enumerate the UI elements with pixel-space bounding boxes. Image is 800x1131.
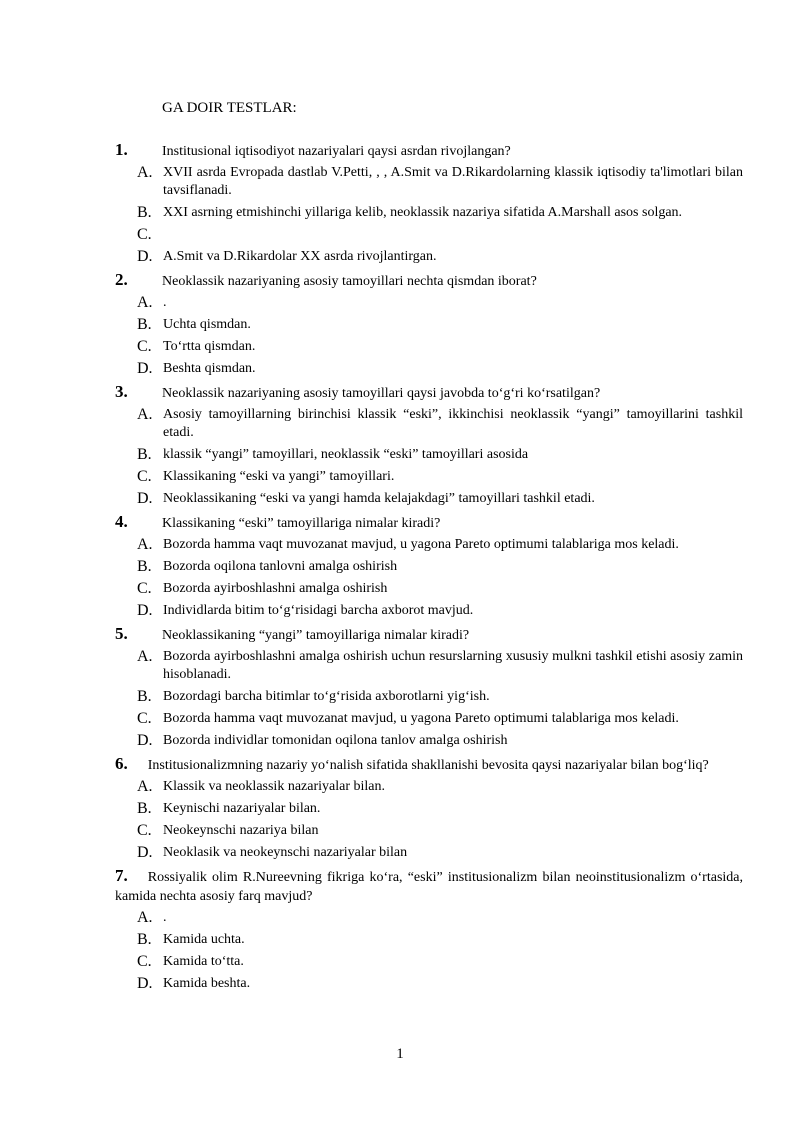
option-letter: C. bbox=[137, 468, 152, 485]
option-letter: B. bbox=[137, 558, 152, 575]
question-line bbox=[115, 382, 743, 403]
answer-option bbox=[115, 975, 743, 993]
option-letter: D. bbox=[137, 602, 153, 619]
question-line bbox=[115, 866, 743, 906]
option-text: Neokeynschi nazariya bilan bbox=[163, 823, 319, 838]
option-text: Individlarda bitim to‘g‘risidagi barcha axborot mavjud. bbox=[163, 603, 474, 618]
option-text: XVII asrda Evropada dastlab V.Petti, , , A.Smit va D.Rikardolarning klassik iqtisodiy ta'limotlari bilan tavsiflanadi. bbox=[163, 165, 743, 198]
option-letter: C. bbox=[137, 338, 152, 355]
question-text: Institusional iqtisodiyot nazariyalari qaysi asrdan rivojlangan? bbox=[162, 144, 511, 159]
question-text: Neoklassik nazariyaning asosiy tamoyillari qaysi javobda to‘g‘ri ko‘rsatilgan? bbox=[162, 386, 601, 401]
question-number: 7. bbox=[115, 866, 128, 885]
question-text: Neoklassikaning “yangi” tamoyillariga nimalar kiradi? bbox=[162, 628, 470, 643]
question-line bbox=[115, 512, 743, 533]
answer-option bbox=[115, 468, 743, 486]
answer-option bbox=[115, 710, 743, 728]
question-line bbox=[115, 140, 743, 161]
question-number: 6. bbox=[115, 754, 128, 773]
question-text: Rossiyalik olim R.Nureevning fikriga ko‘ra, “eski” institusionalizm bilan neoinstitusionalizm o‘rtasida, kamida nechta asosiy farq mavjud? bbox=[115, 870, 743, 904]
answer-option bbox=[115, 732, 743, 750]
option-letter: B. bbox=[137, 800, 152, 817]
option-text: . bbox=[163, 295, 167, 310]
answer-option bbox=[115, 800, 743, 818]
question-number: 3. bbox=[115, 382, 128, 401]
option-letter: A. bbox=[137, 648, 153, 665]
question-line bbox=[115, 754, 743, 775]
answer-option bbox=[115, 602, 743, 620]
option-text: Bozorda individlar tomonidan oqilona tanlov amalga oshirish bbox=[163, 733, 508, 748]
option-text: klassik “yangi” tamoyillari, neoklassik “eski” tamoyillari asosida bbox=[163, 447, 529, 462]
question-5 bbox=[115, 624, 743, 750]
question-3 bbox=[115, 382, 743, 508]
question-number: 5. bbox=[115, 624, 128, 643]
option-text: Beshta qismdan. bbox=[163, 361, 256, 376]
option-text: Bozorda ayirboshlashni amalga oshirish bbox=[163, 581, 388, 596]
question-4 bbox=[115, 512, 743, 620]
option-text: A.Smit va D.Rikardolar XX asrda rivojlantirgan. bbox=[163, 249, 437, 264]
option-text: XXI asrning etmishinchi yillariga kelib, neoklassik nazariya sifatida A.Marshall asos solgan. bbox=[163, 205, 683, 220]
option-text: . bbox=[163, 910, 167, 925]
option-text: Bozorda ayirboshlashni amalga oshirish uchun resurslarning xususiy mulkni tashkil etishi asosiy zamin hisoblanadi. bbox=[163, 649, 743, 682]
answer-option bbox=[115, 648, 743, 684]
answer-option bbox=[115, 490, 743, 508]
answer-option bbox=[115, 248, 743, 266]
option-letter: C. bbox=[137, 580, 152, 597]
option-letter: C. bbox=[137, 822, 152, 839]
option-letter: A. bbox=[137, 406, 153, 423]
option-text: Bozorda oqilona tanlovni amalga oshirish bbox=[163, 559, 398, 574]
answer-option bbox=[115, 931, 743, 949]
answer-option bbox=[115, 844, 743, 862]
option-letter: D. bbox=[137, 975, 153, 992]
option-letter: B. bbox=[137, 446, 152, 463]
answer-option bbox=[115, 558, 743, 576]
option-text: Kamida uchta. bbox=[163, 932, 245, 947]
option-letter: A. bbox=[137, 294, 153, 311]
question-number: 2. bbox=[115, 270, 128, 289]
option-text: Asosiy tamoyillarning birinchisi klassik “eski”, ikkinchisi neoklassik “yangi” tamoyillarini tashkil etadi. bbox=[163, 407, 743, 440]
question-line bbox=[115, 624, 743, 645]
option-letter: A. bbox=[137, 536, 153, 553]
option-letter: C. bbox=[137, 710, 152, 727]
answer-option bbox=[115, 360, 743, 378]
option-letter: A. bbox=[137, 909, 153, 926]
answer-option bbox=[115, 580, 743, 598]
option-letter: D. bbox=[137, 490, 153, 507]
option-letter: B. bbox=[137, 688, 152, 705]
option-letter: D. bbox=[137, 844, 153, 861]
answer-option bbox=[115, 536, 743, 554]
answer-option bbox=[115, 316, 743, 334]
question-line bbox=[115, 270, 743, 291]
answer-option bbox=[115, 953, 743, 971]
answer-option bbox=[115, 822, 743, 840]
option-letter: B. bbox=[137, 316, 152, 333]
answer-option bbox=[115, 338, 743, 356]
answer-option bbox=[115, 204, 743, 222]
option-letter: D. bbox=[137, 732, 153, 749]
option-text: To‘rtta qismdan. bbox=[163, 339, 256, 354]
option-text: Klassik va neoklassik nazariyalar bilan. bbox=[163, 779, 385, 794]
question-6 bbox=[115, 754, 743, 862]
answer-option bbox=[115, 778, 743, 796]
question-list bbox=[115, 140, 743, 997]
page-number: 1 bbox=[396, 1046, 404, 1062]
option-text: Neoklasik va neokeynschi nazariyalar bilan bbox=[163, 845, 408, 860]
answer-option bbox=[115, 226, 743, 244]
answer-option bbox=[115, 164, 743, 200]
option-text: Kamida to‘tta. bbox=[163, 954, 244, 969]
option-letter: A. bbox=[137, 778, 153, 795]
question-2 bbox=[115, 270, 743, 378]
question-1 bbox=[115, 140, 743, 266]
option-text bbox=[163, 226, 743, 244]
answer-option bbox=[115, 294, 743, 312]
answer-option bbox=[115, 909, 743, 927]
answer-option bbox=[115, 688, 743, 706]
option-text: Bozorda hamma vaqt muvozanat mavjud, u yagona Pareto optimumi talablariga mos keladi. bbox=[163, 711, 679, 726]
question-number: 1. bbox=[115, 140, 128, 159]
answer-option bbox=[115, 406, 743, 442]
question-text: Institusionalizmning nazariy yo‘nalish sifatida shakllanishi bevosita qaysi nazariyalar bilan bog‘liq? bbox=[147, 758, 709, 773]
question-number: 4. bbox=[115, 512, 128, 531]
option-text: Bozorda hamma vaqt muvozanat mavjud, u yagona Pareto optimumi talablariga mos keladi. bbox=[163, 537, 679, 552]
question-text: Neoklassik nazariyaning asosiy tamoyillari nechta qismdan iborat? bbox=[162, 274, 537, 289]
option-text: Neoklassikaning “eski va yangi hamda kelajakdagi” tamoyillari tashkil etadi. bbox=[163, 491, 595, 506]
option-text: Bozordagi barcha bitimlar to‘g‘risida axborotlarni yig‘ish. bbox=[163, 689, 490, 704]
document-heading: GA DOIR TESTLAR: bbox=[162, 100, 297, 116]
answer-option bbox=[115, 446, 743, 464]
option-letter: C. bbox=[137, 953, 152, 970]
option-letter: A. bbox=[137, 164, 153, 181]
option-letter: C. bbox=[137, 226, 152, 243]
option-letter: B. bbox=[137, 931, 152, 948]
question-text: Klassikaning “eski” tamoyillariga nimalar kiradi? bbox=[162, 516, 441, 531]
option-text: Uchta qismdan. bbox=[163, 317, 251, 332]
option-letter: D. bbox=[137, 360, 153, 377]
option-text: Klassikaning “eski va yangi” tamoyillari. bbox=[163, 469, 395, 484]
option-letter: D. bbox=[137, 248, 153, 265]
option-text: Keynischi nazariyalar bilan. bbox=[163, 801, 321, 816]
question-7 bbox=[115, 866, 743, 993]
option-letter: B. bbox=[137, 204, 152, 221]
option-text: Kamida beshta. bbox=[163, 976, 251, 991]
